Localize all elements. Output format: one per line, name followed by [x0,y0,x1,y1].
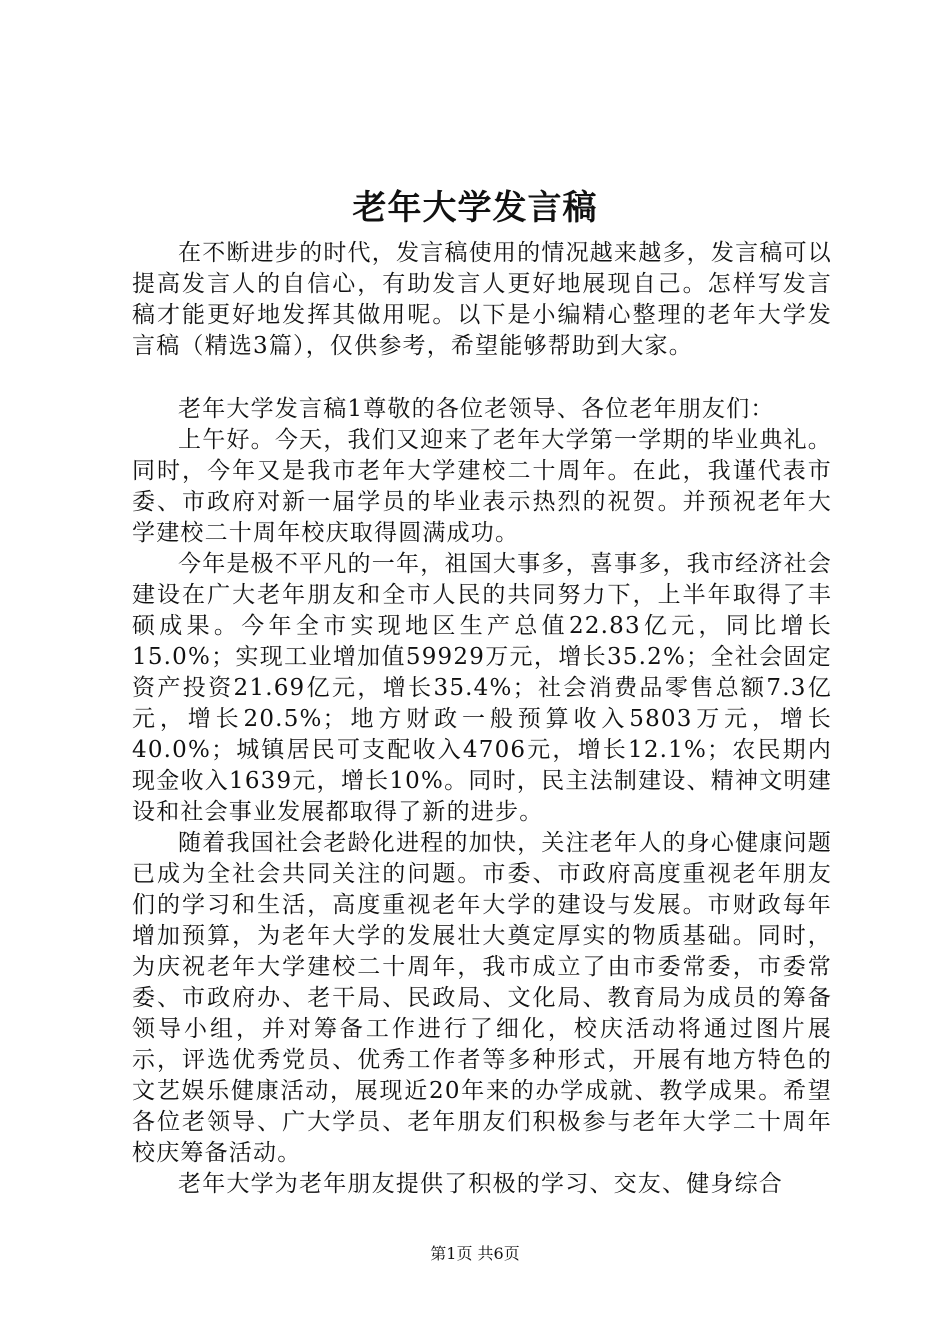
body-paragraph: 今年是极不平凡的一年，祖国大事多，喜事多，我市经济社会建设在广大老年朋友和全市人民的共同努力下，上半年取得了丰硕成果。今年全市实现地区生产总值22.83亿元，同比增长15.0%；实现工业增加值59929万元，增长35.2%；全社会固定资产投资21.69亿元，增长35.4%；社会消费品零售总额7.3亿元，增长20.5%；地方财政一般预算收入5803万元，增长40.0%；城镇居民可支配收入4706元，增长12.1%；农民期内现金收入1639元，增长10%。同时，民主法制建设、精神文明建设和社会事业发展都取得了新的进步。 [132,551,832,825]
speech-greeting-paragraph: 老年大学发言稿1尊敬的各位老领导、各位老年朋友们： [178,396,775,422]
body-paragraph: 老年大学为老年朋友提供了积极的学习、交友、健身综合 [178,1171,783,1197]
body-paragraph: 上午好。今天，我们又迎来了老年大学第一学期的毕业典礼。同时，今年又是我市老年大学建校二十周年。在此，我谨代表市委、市政府对新一届学员的毕业表示热烈的祝贺。并预祝老年大学建校二十周年校庆取得圆满成功。 [132,427,832,546]
document-title: 老年大学发言稿 [352,188,598,228]
intro-paragraph: 在不断进步的时代，发言稿使用的情况越来越多，发言稿可以提高发言人的自信心，有助发言人更好地展现自己。怎样写发言稿才能更好地发挥其做用呢。以下是小编精心整理的老年大学发言稿（精选3篇），仅供参考，希望能够帮助到大家。 [132,240,832,359]
page-number-footer: 第1页 共6页 [430,1244,520,1263]
document-body [132,238,832,1200]
body-paragraph: 随着我国社会老龄化进程的加快，关注老年人的身心健康问题已成为全社会共同关注的问题。市委、市政府高度重视老年朋友们的学习和生活，高度重视老年大学的建设与发展。市财政每年增加预算，为老年大学的发展壮大奠定厚实的物质基础。同时，为庆祝老年大学建校二十周年，我市成立了由市委常委，市委常委、市政府办、老干局、民政局、文化局、教育局为成员的筹备领导小组，并对筹备工作进行了细化，校庆活动将通过图片展示，评选优秀党员、优秀工作者等多种形式，开展有地方特色的文艺娱乐健康活动，展现近20年来的办学成就、教学成果。希望各位老领导、广大学员、老年朋友们积极参与老年大学二十周年校庆筹备活动。 [132,830,832,1166]
